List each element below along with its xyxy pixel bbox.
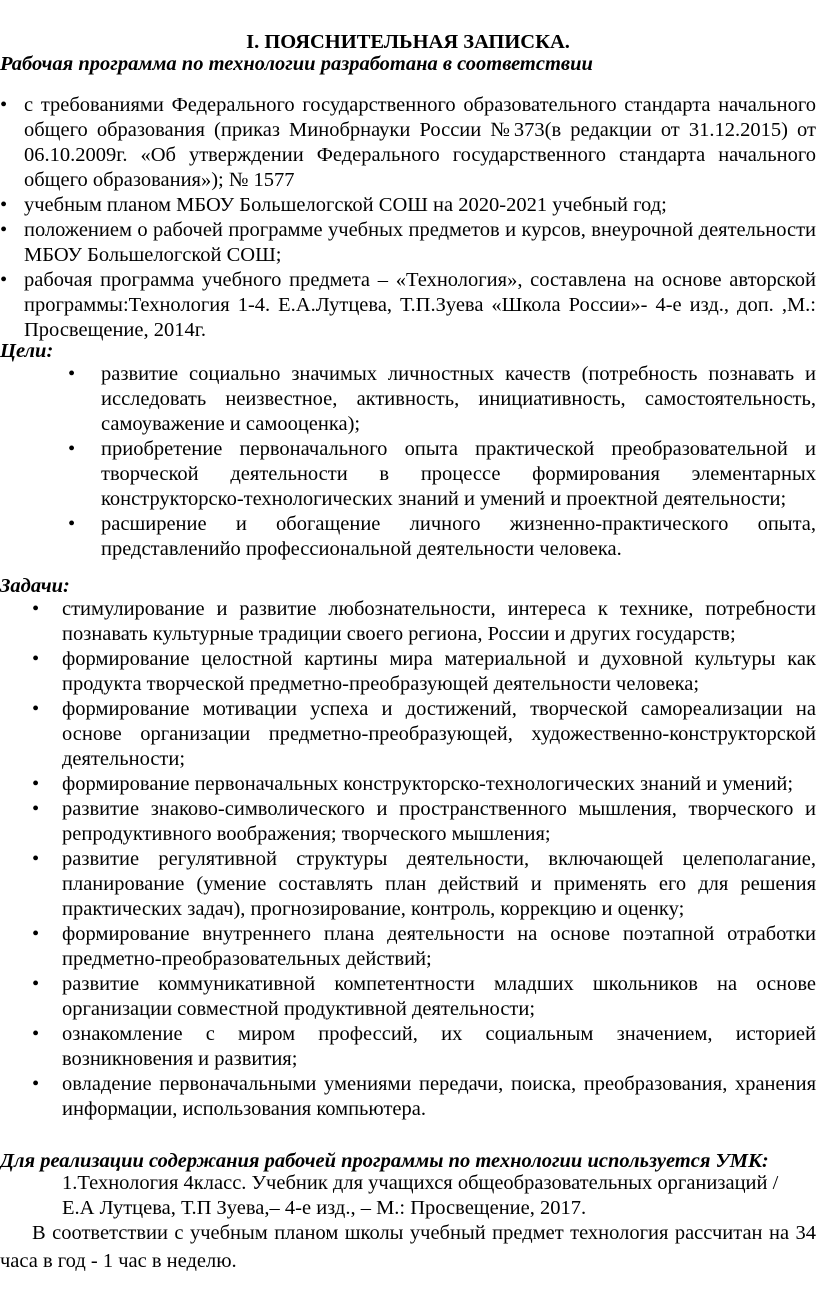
goals-heading: Цели: xyxy=(0,340,54,362)
bullet-icon: • xyxy=(0,269,8,291)
bullet-icon: • xyxy=(32,773,40,795)
list-item-text: формирование внутреннего плана деятельности на основе поэтапной отработки предметно-преобразовательных действий; xyxy=(62,923,816,970)
bullet-icon: • xyxy=(32,1023,40,1045)
umk-heading: Для реализации содержания рабочей программы по технологии используется УМК: xyxy=(0,1150,769,1172)
list-item-text: развитие регулятивной структуры деятельности, включающей целеполагание, планирование (умение составлять план действий и применять его для решения практических задач), прогнозирование, контроль, коррекцию и оценку; xyxy=(62,848,816,920)
hours-paragraph: В соответствии с учебным планом школы учебный предмет технология рассчитан на 34 часа в год - 1 час в неделю. xyxy=(0,1222,816,1272)
list-item xyxy=(64,362,816,437)
list-item-text: приобретение первоначального опыта практической преобразовательной и творческой деятельности в процессе формирования элементарных конструкторско-технологических знаний и умений и проектной деятельности; xyxy=(101,438,816,510)
list-item-text: формирование мотивации успеха и достижений, творческой самореализации на основе организации предметно-преобразующей, художественно-конструкторской деятельности; xyxy=(62,698,816,770)
list-item xyxy=(28,772,816,797)
list-item-text: расширение и обогащение личного жизненно-практического опыта, представленийо профессиональной деятельности человека. xyxy=(101,513,816,560)
list-item xyxy=(28,1022,816,1072)
bullet-icon: • xyxy=(68,513,76,535)
bullet-icon: • xyxy=(32,698,40,720)
bullet-icon: • xyxy=(32,848,40,870)
list-item-text: учебным планом МБОУ Большелогской СОШ на 2020-2021 учебный год; xyxy=(24,194,667,216)
list-item xyxy=(28,972,816,1022)
umk-textbook: 1.Технология 4класс. Учебник для учащихся общеобразовательных организаций /Е.А Лутцева, Т.П Зуева,– 4-е изд., – М.: Просвещение, 2017. xyxy=(62,1172,779,1219)
bullet-icon: • xyxy=(32,648,40,670)
list-item-text: с требованиями Федерального государственного образовательного стандарта начального общего образования (приказ Минобрнауки России №373(в редакции от 31.12.2015) от 06.10.2009г. «Об утверждении Федерального государственного стандарта начального общего образования»); № 1577 xyxy=(24,94,816,191)
bullet-icon: • xyxy=(68,363,76,385)
page-title: I. ПОЯСНИТЕЛЬНАЯ ЗАПИСКА. xyxy=(246,31,570,53)
bullet-icon: • xyxy=(0,194,8,216)
list-item-text: рабочая программа учебного предмета – «Технология», составлена на основе авторской программы:Технология 1-4. Е.А.Лутцева, Т.П.Зуева «Школа России»- 4-е изд., доп. ,М.: Просвещение, 2014г. xyxy=(24,269,816,341)
list-item xyxy=(0,93,816,193)
list-item-text: развитие коммуникативной компетентности младших школьников на основе организации совместной продуктивной деятельности; xyxy=(62,973,816,1020)
tasks-list xyxy=(28,597,816,1122)
bullet-icon: • xyxy=(32,973,40,995)
bullet-icon: • xyxy=(32,1073,40,1095)
bullet-icon: • xyxy=(0,219,8,241)
list-item-text: стимулирование и развитие любознательности, интереса к технике, потребности познавать культурные традиции своего региона, России и других государств; xyxy=(62,598,816,645)
list-item xyxy=(64,512,816,562)
list-item xyxy=(28,697,816,772)
bullet-icon: • xyxy=(32,798,40,820)
list-item-text: формирование первоначальных конструкторско-технологических знаний и умений; xyxy=(62,773,794,795)
list-item-text: развитие социально значимых личностных качеств (потребность познавать и исследовать неизвестное, активность, инициативность, самостоятельность, самоуважение и самооценка); xyxy=(101,363,816,435)
list-item xyxy=(0,218,816,268)
list-item xyxy=(28,647,816,697)
list-item-text: положением о рабочей программе учебных предметов и курсов, внеурочной деятельности МБОУ Большелогской СОШ; xyxy=(24,219,816,266)
bullet-icon: • xyxy=(0,94,8,116)
list-item xyxy=(0,193,816,218)
list-item xyxy=(28,797,816,847)
list-item xyxy=(0,268,816,343)
list-item-text: ознакомление с миром профессий, их социальным значением, историей возникновения и развития; xyxy=(62,1023,816,1070)
list-item xyxy=(28,847,816,922)
tasks-heading: Задачи: xyxy=(0,575,70,597)
list-item xyxy=(28,922,816,972)
basis-list xyxy=(0,93,816,343)
list-item xyxy=(28,597,816,647)
bullet-icon: • xyxy=(68,438,76,460)
goals-list xyxy=(64,362,816,562)
list-item xyxy=(28,1072,816,1122)
list-item xyxy=(64,437,816,512)
basis-heading: Рабочая программа по технологии разработана в соответствии xyxy=(0,53,593,75)
list-item-text: развитие знаково-символического и пространственного мышления, творческого и репродуктивного воображения; творческого мышления; xyxy=(62,798,816,845)
list-item-text: формирование целостной картины мира материальной и духовной культуры как продукта творческой предметно-преобразующей деятельности человека; xyxy=(62,648,816,695)
list-item-text: овладение первоначальными умениями передачи, поиска, преобразования, хранения информации, использования компьютера. xyxy=(62,1073,816,1120)
bullet-icon: • xyxy=(32,923,40,945)
bullet-icon: • xyxy=(32,598,40,620)
